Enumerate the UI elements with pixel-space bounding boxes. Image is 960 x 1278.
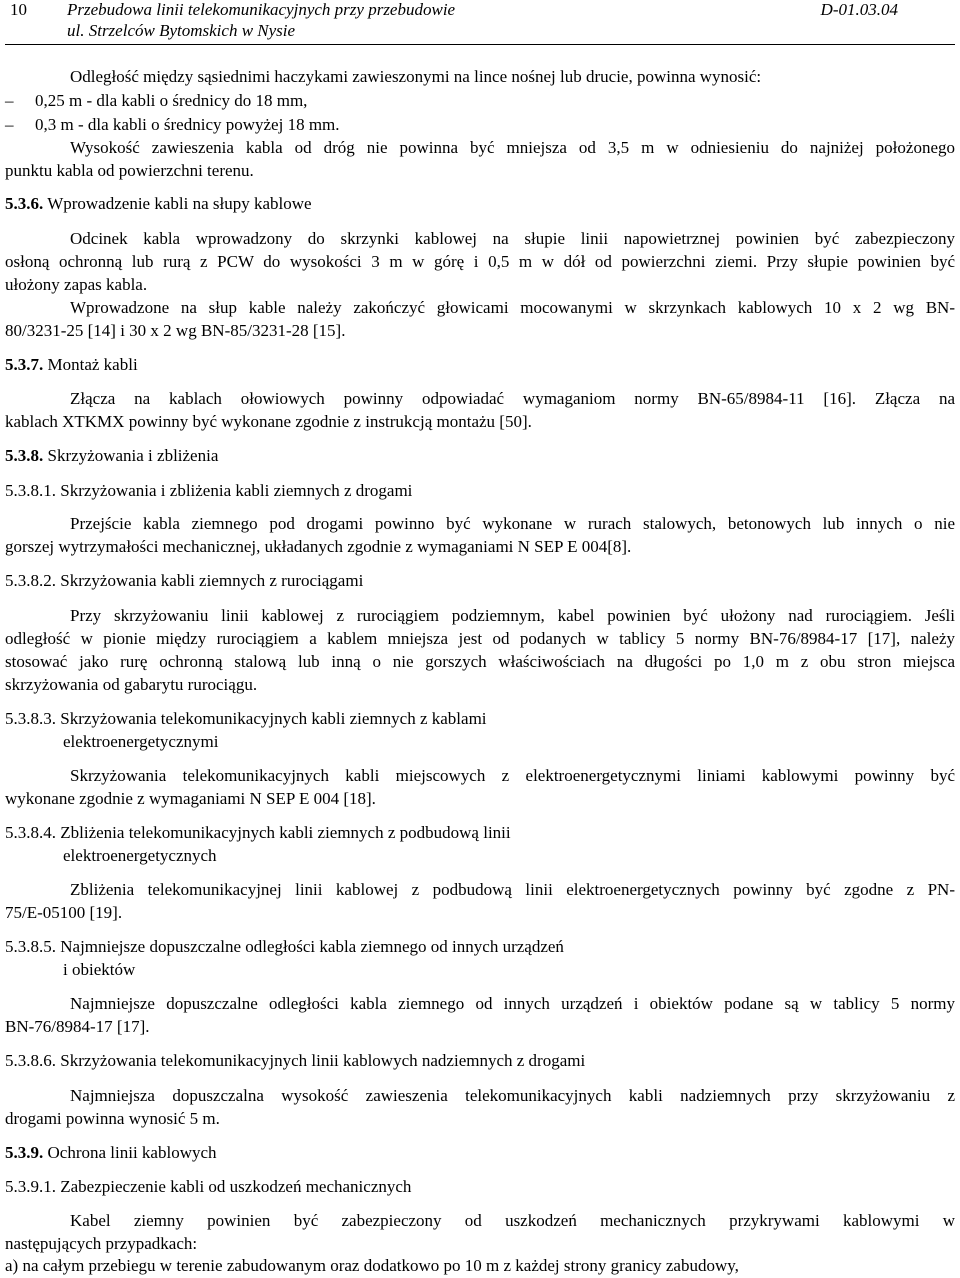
subsection-heading-continuation: elektroenergetycznymi [63,732,219,751]
paragraph-line: wykonane zgodnie z wymaganiami N SEP E 004 [18]. [5,789,376,808]
paragraph-line: punktu kabla od powierzchni terenu. [5,161,254,180]
section-heading-5-3-9 [5,1142,955,1164]
header-title-line1: Przebudowa linii telekomunikacyjnych przy przebudowie [67,0,456,19]
section-heading-5-3-7 [5,354,955,376]
paragraph-line: skrzyżowania od gabarytu rurociągu. [5,675,258,694]
header-title-line2: ul. Strzelców Bytomskich w Nysie [67,21,296,40]
subsection-heading-5-3-8-2: 5.3.8.2. Skrzyżowania kabli ziemnych z rurociągami [5,571,364,590]
subsection-heading-5-3-8-6: 5.3.8.6. Skrzyżowania telekomunikacyjnych linii kablowych nadziemnych z drogami [5,1051,586,1070]
paragraph-line: 80/3231-25 [14] i 30 x 2 wg BN-85/3231-28 [15]. [5,321,346,340]
subsection-heading-5-3-8-4: 5.3.8.4. Zbliżenia telekomunikacyjnych kabli ziemnych z podbudową linii [5,823,511,842]
paragraph-line: Najmniejsze dopuszczalne odległości kabla ziemnego od innych urządzeń i obiektów podane są w tablicy 5 normy [70,994,955,1013]
section-number: 5.3.7. [5,355,44,374]
dash-bullet: – [5,115,14,134]
paragraph-line: BN-76/8984-17 [17]. [5,1017,150,1036]
paragraph-line: Odcinek kabla wprowadzony do skrzynki kablowej na słupie linii napowietrznej powinien być zabezpieczony [70,229,955,248]
section-title: Wprowadzenie kabli na słupy kablowe [43,194,312,213]
paragraph-line: drogami powinna wynosić 5 m. [5,1109,220,1128]
subsection-heading-5-3-9-1: 5.3.9.1. Zabezpieczenie kabli od uszkodzeń mechanicznych [5,1177,412,1196]
paragraph-line: osłoną ochronną lub rurą z PCW do wysokości 3 m w górę i 0,5 m w dół od powierzchni ziemi. Przy słupie powinien być [5,252,955,271]
paragraph-line: gorszej wytrzymałości mechanicznej, układanych zgodnie z wymaganiami N SEP E 004[8]. [5,537,632,556]
section-title: Montaż kabli [43,355,138,374]
paragraph-line: Przy skrzyżowaniu linii kablowej z rurociągiem podziemnym, kabel powinien być ułożony nad rurociągiem. Jeśli [70,606,955,625]
section-number: 5.3.8. [5,446,44,465]
intro-paragraph: Odległość między sąsiednimi haczykami zawieszonymi na lince nośnej lub drucie, powinna wynosić: [70,67,762,86]
paragraph-line: 75/E-05100 [19]. [5,903,123,922]
paragraph-line: Wprowadzone na słup kable należy zakończyć głowicami mocowanymi w skrzynkach kablowych 10 x 2 wg BN- [70,298,955,317]
paragraph-line: Złącza na kablach ołowiowych powinny odpowiadać wymaganiom normy BN-65/8984-11 [16]. Złącza na [70,389,955,408]
subsection-heading-5-3-8-1: 5.3.8.1. Skrzyżowania i zbliżenia kabli ziemnych z drogami [5,481,413,500]
page-header [5,0,955,45]
paragraph-line: następujących przypadkach: [5,1234,198,1253]
paragraph-line: Kabel ziemny powinien być zabezpieczony od uszkodzeń mechanicznych przykrywami kablowymi w [70,1211,955,1230]
page-number: 10 [10,0,27,19]
section-number: 5.3.9. [5,1143,44,1162]
subsection-heading-continuation: i obiektów [63,960,136,979]
paragraph-line: Zbliżenia telekomunikacyjnej linii kablowej z podbudową linii elektroenergetycznych powinny być zgodne z PN- [70,880,955,899]
subsection-heading-5-3-8-5: 5.3.8.5. Najmniejsze dopuszczalne odległości kabla ziemnego od innych urządzeń [5,937,564,956]
paragraph-line: Przejście kabla ziemnego pod drogami powinno być wykonane w rurach stalowych, betonowych lub innych o nie [70,514,955,533]
paragraph-line: ułożony zapas kabla. [5,275,148,294]
header-doc-code: D-01.03.04 [820,0,898,19]
paragraph-line: Wysokość zawieszenia kabla od dróg nie powinna być mniejsza od 3,5 m w odniesieniu do najniżej położonego [70,138,955,157]
subsection-heading-5-3-8-3: 5.3.8.3. Skrzyżowania telekomunikacyjnych kabli ziemnych z kablami [5,709,487,728]
paragraph-line: kablach XTKMX powinny być wykonane zgodnie z instrukcją montażu [50]. [5,412,532,431]
section-title: Ochrona linii kablowych [43,1143,217,1162]
list-item: a) na całym przebiegu w terenie zabudowanym oraz dodatkowo po 10 m z każdej strony granicy zabudowy, [5,1256,739,1275]
dash-bullet: – [5,91,14,110]
paragraph-line: Skrzyżowania telekomunikacyjnych kabli miejscowych z elektroenergetycznymi liniami kablowymi powinny być [70,766,955,785]
paragraph-line: Najmniejsza dopuszczalna wysokość zawieszenia telekomunikacyjnych kabli nadziemnych przy skrzyżowaniu z [70,1086,955,1105]
list-item-text: 0,3 m - dla kabli o średnicy powyżej 18 mm. [35,115,340,134]
section-heading-5-3-6 [5,193,955,215]
section-number: 5.3.6. [5,194,44,213]
section-heading-5-3-8 [5,445,955,467]
subsection-heading-continuation: elektroenergetycznych [63,846,217,865]
paragraph-line: stosować jako rurę ochronną stalową lub inną o nie gorszych właściwościach na długości po 1,0 m z obu stron miejsca [5,652,955,671]
paragraph-line: odległość w pionie między rurociągiem a kablem mniejsza jest od podanych w tablicy 5 normy BN-76/8984-17 [17], należy [5,629,955,648]
list-item-text: 0,25 m - dla kabli o średnicy do 18 mm, [35,91,308,110]
section-title: Skrzyżowania i zbliżenia [43,446,219,465]
